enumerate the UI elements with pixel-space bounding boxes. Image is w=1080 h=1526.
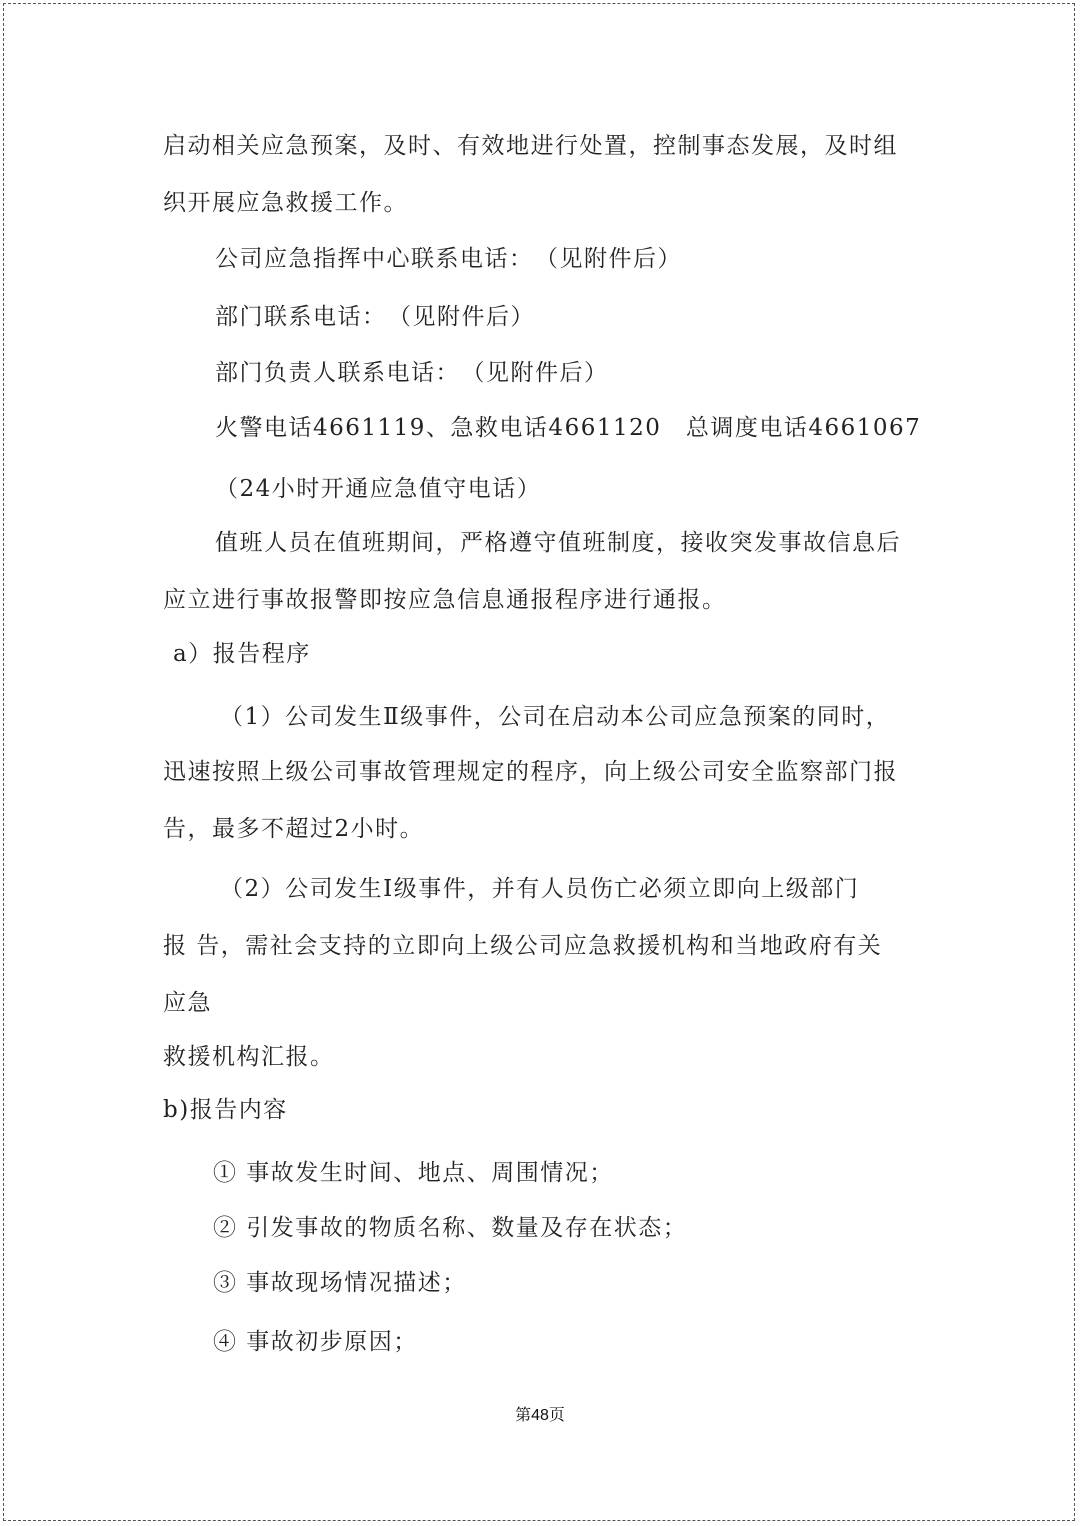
list-item: ③ 事故现场情况描述； xyxy=(213,1270,467,1296)
contact-line-command-center: 公司应急指挥中心联系电话： （见附件后） xyxy=(215,246,682,272)
paragraph-line: 告，最多不超过2小时。 xyxy=(163,816,425,842)
paragraph-line: 报 告，需社会支持的立即向上级公司应急救援机构和当地政府有关 xyxy=(163,933,883,959)
emergency-phone-note: （24小时开通应急值守电话） xyxy=(215,476,542,502)
paragraph-line: 启动相关应急预案，及时、有效地进行处置，控制事态发展，及时组 xyxy=(163,133,898,159)
paragraph-line: 值班人员在值班期间，严格遵守值班制度，接收突发事故信息后 xyxy=(215,530,901,556)
section-heading-report-content: b)报告内容 xyxy=(163,1097,288,1123)
paragraph-line: （2）公司发生Ⅰ级事件，并有人员伤亡必须立即向上级部门 xyxy=(220,876,860,902)
paragraph-line: （1）公司发生Ⅱ级事件，公司在启动本公司应急预案的同时， xyxy=(220,704,891,730)
emergency-phone-line: 火警电话4661119、急救电话4661120 总调度电话4661067 xyxy=(215,415,922,441)
paragraph-line: 应立进行事故报警即按应急信息通报程序进行通报。 xyxy=(163,587,727,613)
list-item: ② 引发事故的物质名称、数量及存在状态； xyxy=(213,1215,688,1241)
list-item: ① 事故发生时间、地点、周围情况； xyxy=(213,1160,614,1186)
page-number: 第48页 xyxy=(515,1407,565,1424)
contact-line-department: 部门联系电话： （见附件后） xyxy=(215,304,535,330)
section-heading-report-procedure: a）报告程序 xyxy=(173,641,311,667)
list-item: ④ 事故初步原因； xyxy=(213,1329,418,1355)
paragraph-line: 织开展应急救援工作。 xyxy=(163,190,408,216)
contact-line-department-head: 部门负责人联系电话： （见附件后） xyxy=(215,360,609,386)
paragraph-line: 应急 xyxy=(163,990,212,1016)
paragraph-line: 迅速按照上级公司事故管理规定的程序，向上级公司安全监察部门报 xyxy=(163,759,898,785)
paragraph-line: 救援机构汇报。 xyxy=(163,1044,335,1070)
